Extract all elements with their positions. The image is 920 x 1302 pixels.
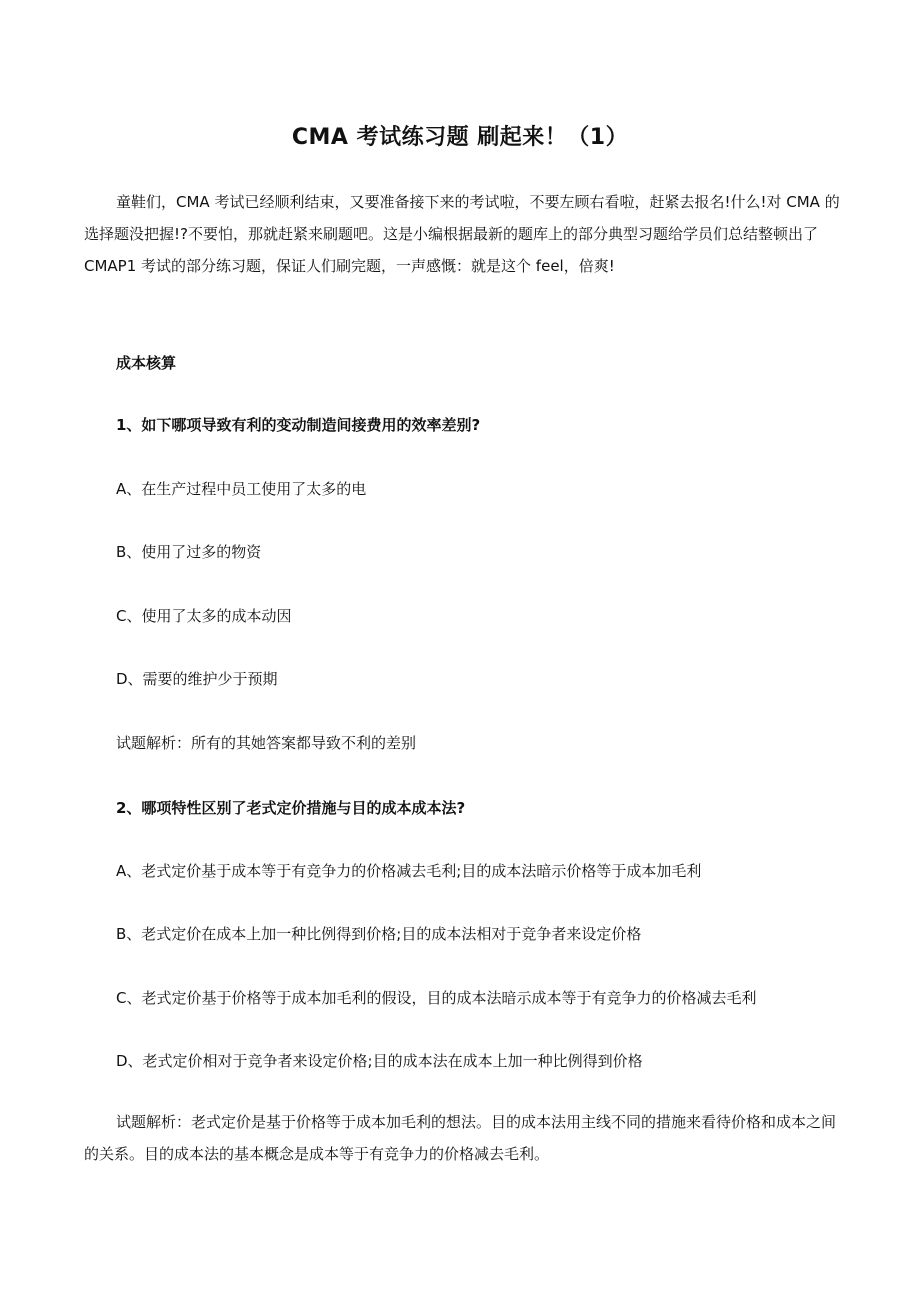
question-2-option-a: A、老式定价基于成本等于有竞争力的价格减去毛利;目的成本法暗示价格等于成本加毛利 — [116, 862, 702, 880]
question-2-analysis: 试题解析：老式定价是基于价格等于成本加毛利的想法。目的成本法用主线不同的措施来看待价格和成本之间的关系。目的成本法的基本概念是成本等于有竞争力的价格减去毛利。 — [84, 1113, 837, 1163]
question-2: 2、哪项特性区别了老式定价措施与目的成本成本法? — [116, 799, 466, 817]
section-heading: 成本核算 — [116, 354, 177, 372]
document-title: CMA 考试练习题 刷起来！（1） — [291, 125, 629, 150]
question-2-option-c: C、老式定价基于价格等于成本加毛利的假设，目的成本法暗示成本等于有竞争力的价格减去毛利 — [116, 989, 757, 1007]
question-1-analysis: 试题解析：所有的其她答案都导致不利的差别 — [116, 734, 417, 752]
intro-paragraph: 童鞋们，CMA 考试已经顺利结束，又要准备接下来的考试啦，不要左顾右看啦，赶紧去报名!什么!对 CMA 的选择题没把握!?不要怕，那就赶紧来刷题吧。这是小编根据最新的题库上的部分典型习题给学员们总结整顿出了 CMAP1 考试的部分练习题，保证人们刷完题，一声感慨：就是这个 feel，倍爽! — [84, 193, 840, 275]
question-1-option-b: B、使用了过多的物资 — [116, 543, 262, 561]
question-1-option-d: D、需要的维护少于预期 — [116, 670, 278, 688]
question-1: 1、如下哪项导致有利的变动制造间接费用的效率差别? — [116, 416, 481, 434]
question-1-option-a: A、在生产过程中员工使用了太多的电 — [116, 480, 367, 498]
question-1-option-c: C、使用了太多的成本动因 — [116, 607, 292, 625]
question-2-option-d: D、老式定价相对于竞争者来设定价格;目的成本法在成本上加一种比例得到价格 — [116, 1052, 643, 1070]
question-2-option-b: B、老式定价在成本上加一种比例得到价格;目的成本法相对于竞争者来设定价格 — [116, 925, 642, 943]
